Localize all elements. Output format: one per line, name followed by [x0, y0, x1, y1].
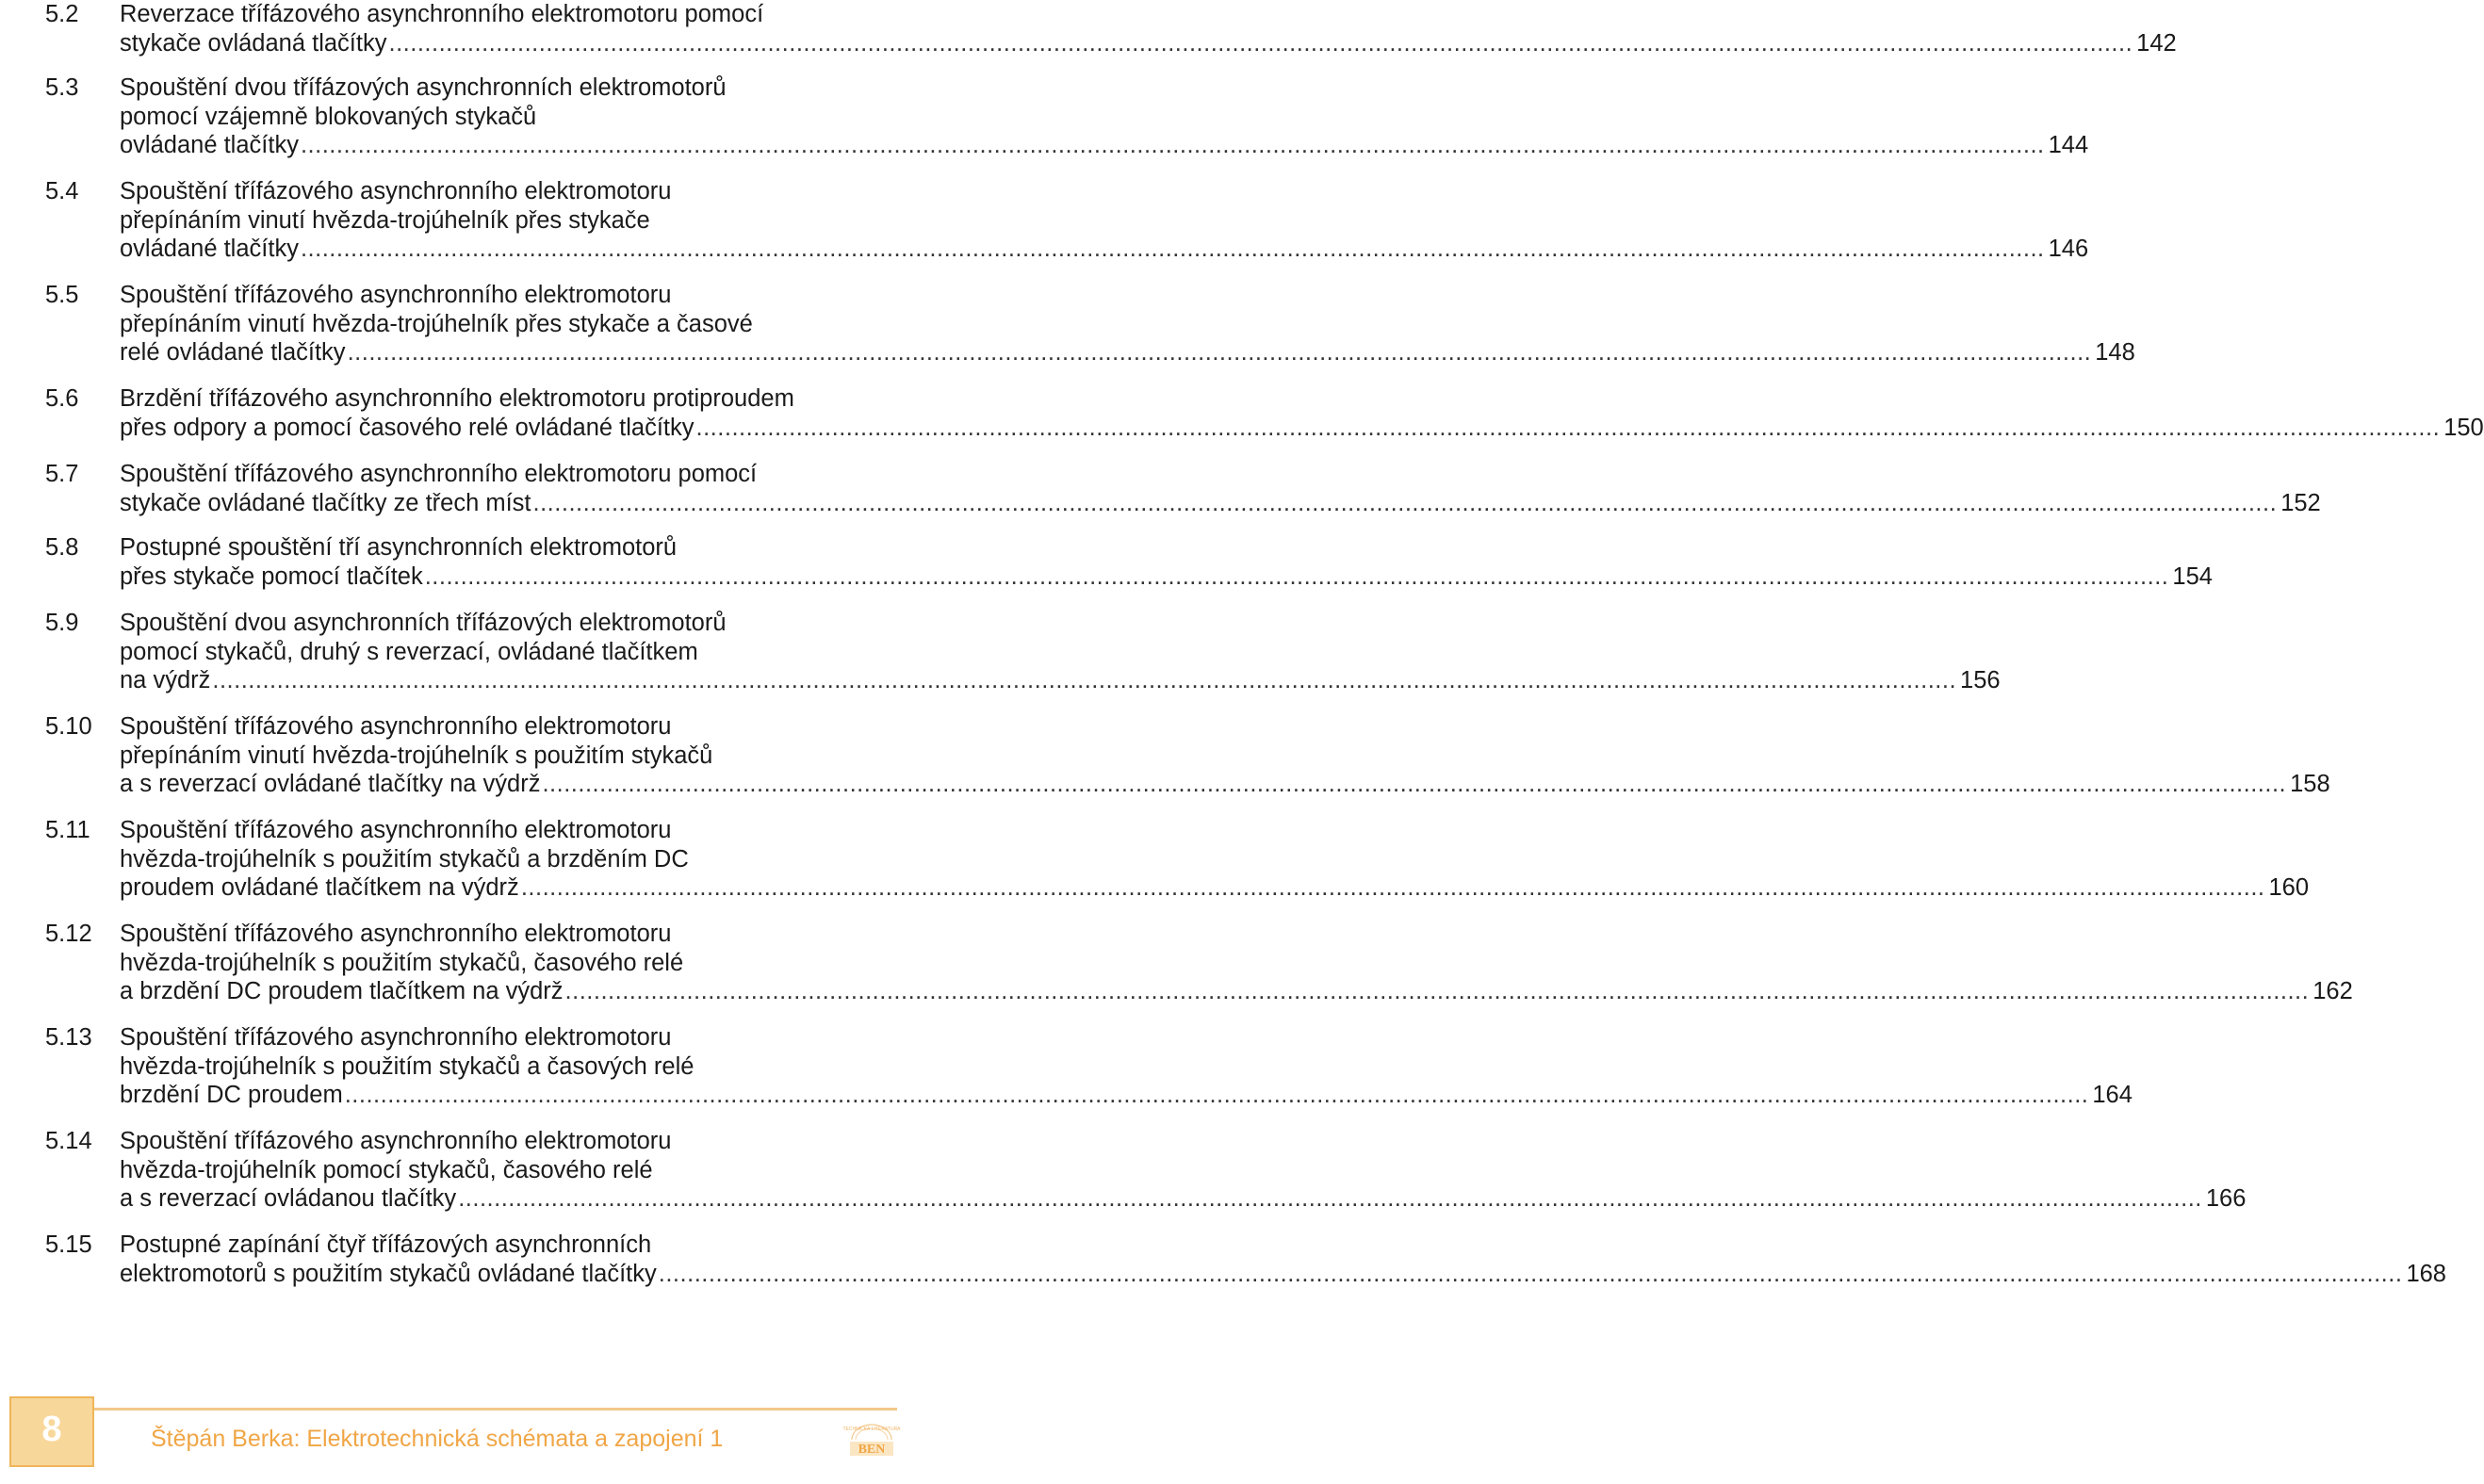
toc-entry-title-line: proudem ovládané tlačítkem na výdrž: [120, 874, 519, 901]
toc-entry-number: 5.14: [45, 1128, 92, 1154]
toc-entry-title-line: relé ovládané tlačítky: [120, 339, 346, 366]
toc-entry-title-line: Spouštění třífázového asynchronního elektromotoru: [120, 1128, 672, 1154]
toc-entry-page: 150: [2443, 414, 2484, 441]
toc-entry-number: 5.12: [45, 921, 92, 947]
toc-entry-number: 5.13: [45, 1024, 92, 1051]
toc-entry-page: 166: [2205, 1185, 2247, 1212]
dot-leader: [521, 873, 2265, 903]
toc-entry-number: 5.10: [45, 713, 92, 740]
dot-leader: [388, 29, 2133, 58]
toc-entry-last-line: [120, 1260, 2446, 1289]
toc-entry-title: [120, 712, 2330, 799]
logo-text: BEN: [858, 1443, 886, 1457]
toc-entry-title-line: přes stykače pomocí tlačítek: [120, 563, 423, 590]
toc-entry-number: 5.5: [45, 282, 79, 308]
toc-entry-title-line: hvězda-trojúhelník s použitím stykačů, časového relé: [120, 949, 684, 976]
toc-entry-title-line: přepínáním vinutí hvězda-trojúhelník přes stykače a časové: [120, 310, 753, 337]
page-number: 8: [41, 1410, 62, 1449]
toc-entry-number: 5.7: [45, 461, 79, 487]
page-number-box: [9, 1396, 94, 1467]
toc-entry-page: 152: [2280, 489, 2321, 516]
toc-entry-last-line: [120, 873, 2310, 903]
toc-entry-title-line: Spouštění třífázového asynchronního elektromotoru: [120, 178, 672, 204]
toc-entry-last-line: [120, 666, 2001, 695]
toc-entry-title-line: elektromotorů s použitím stykačů ovládané tlačítky: [120, 1260, 657, 1287]
toc-entry-title-line: pomocí vzájemně blokovaných stykačů: [120, 103, 537, 130]
toc-entry-last-line: [120, 1081, 2133, 1110]
toc-entry-title-line: Spouštění třífázového asynchronního elektromotoru: [120, 1024, 672, 1051]
dot-leader: [659, 1260, 2403, 1289]
dot-leader: [565, 977, 2310, 1006]
toc-entry-last-line: [120, 1184, 2247, 1214]
toc-entry-page: 146: [2048, 236, 2089, 262]
toc-entry-number: 5.6: [45, 385, 79, 412]
toc-entry-title-line: stykače ovládané tlačítky ze třech míst: [120, 489, 531, 516]
toc-entry-title-line: a s reverzací ovládanou tlačítky: [120, 1185, 457, 1212]
toc-entry-title-line: Postupné spouštění tří asynchronních elektromotorů: [120, 534, 678, 561]
toc-entry-number: 5.8: [45, 534, 79, 561]
footer-book-title: Štěpán Berka: Elektrotechnická schémata a zapojení 1: [151, 1426, 724, 1452]
dot-leader: [533, 489, 2278, 518]
toc-entry-title: [120, 609, 2001, 695]
toc-entry-title-line: přes odpory a pomocí časového relé ovládané tlačítky: [120, 414, 695, 441]
toc-entry-title: [120, 0, 2177, 57]
toc-entry-title: [120, 1231, 2446, 1288]
toc-entry-title-line: Spouštění třífázového asynchronního elektromotoru pomocí: [120, 461, 758, 487]
toc-entry-page: 160: [2268, 874, 2310, 901]
toc-entry-last-line: [120, 563, 2213, 592]
toc-entry-last-line: [120, 29, 2177, 58]
toc-entry-title-line: Spouštění třífázového asynchronního elektromotoru: [120, 921, 672, 947]
toc-entry-number: 5.15: [45, 1231, 92, 1258]
toc-entry-title-line: Postupné zapínání čtyř třífázových asynchronních: [120, 1231, 652, 1258]
toc-entry-page: 168: [2406, 1260, 2446, 1287]
logo-arc-text: TECHNICKÁ LITERATURA: [842, 1427, 901, 1432]
toc-entry-last-line: [120, 414, 2484, 443]
toc-entry-title-line: Spouštění třífázového asynchronního elektromotoru: [120, 817, 672, 843]
toc-entry-page: 142: [2136, 29, 2177, 57]
toc-entry-page: 148: [2095, 339, 2135, 366]
dot-leader: [348, 338, 2092, 367]
toc-entry-title: [120, 1127, 2247, 1214]
toc-entry-title-line: Reverzace třífázového asynchronního elektromotoru pomocí: [120, 1, 764, 27]
toc-entry-title-line: Spouštění dvou třífázových asynchronních elektromotorů: [120, 74, 727, 101]
toc-entry-title-line: přepínáním vinutí hvězda-trojúhelník přes stykače: [120, 206, 650, 234]
toc-entry-title-line: a brzdění DC proudem tlačítkem na výdrž: [120, 978, 564, 1004]
toc-entry-title-line: přepínáním vinutí hvězda-trojúhelník s použitím stykačů: [120, 742, 713, 769]
dot-leader: [345, 1081, 2089, 1110]
toc-entry-title: [120, 177, 2089, 264]
toc-entry-last-line: [120, 338, 2135, 367]
toc-entry-title: [120, 384, 2484, 442]
toc-entry-last-line: [120, 235, 2089, 264]
dot-leader: [212, 666, 1956, 695]
toc-entry-number: 5.3: [45, 74, 79, 101]
toc-entry-title: [120, 281, 2135, 367]
toc-entry-last-line: [120, 977, 2353, 1006]
toc-entry-title: [120, 73, 2089, 160]
toc-entry-title-line: na výdrž: [120, 667, 211, 693]
dot-leader: [696, 414, 2441, 443]
toc-entry-last-line: [120, 489, 2321, 518]
toc-entry-title-line: hvězda-trojúhelník pomocí stykačů, časového relé: [120, 1156, 653, 1183]
toc-entry-number: 5.2: [45, 1, 79, 27]
toc-entry-page: 158: [2290, 771, 2330, 797]
toc-entry-title-line: Spouštění třífázového asynchronního elektromotoru: [120, 282, 672, 308]
toc-entry-title-line: pomocí stykačů, druhý s reverzací, ovládané tlačítkem: [120, 638, 698, 665]
toc-entry-title-line: Spouštění dvou asynchronních třífázových elektromotorů: [120, 610, 727, 636]
toc-entry-title-line: brzdění DC proudem: [120, 1082, 343, 1108]
toc-entry-page: 164: [2092, 1082, 2133, 1108]
toc-entry-page: 154: [2172, 563, 2213, 590]
toc-entry-last-line: [120, 770, 2330, 799]
toc-entry-title-line: ovládané tlačítky: [120, 132, 299, 158]
toc-entry-number: 5.11: [45, 817, 90, 843]
toc-entry-title: [120, 816, 2310, 903]
toc-entry-number: 5.9: [45, 610, 79, 636]
toc-entry-title-line: Spouštění třífázového asynchronního elektromotoru: [120, 713, 672, 740]
toc-entry-title: [120, 460, 2321, 517]
toc-entry-title-line: ovládané tlačítky: [120, 236, 299, 262]
toc-entry-title: [120, 1023, 2133, 1110]
toc-entry-last-line: [120, 131, 2089, 160]
toc-entry-title-line: Brzdění třífázového asynchronního elektromotoru protiproudem: [120, 385, 794, 412]
dot-leader: [542, 770, 2286, 799]
toc-entry-page: 156: [1960, 667, 2001, 693]
dot-leader: [458, 1184, 2202, 1214]
toc-entry-title-line: hvězda-trojúhelník s použitím stykačů a brzděním DC: [120, 845, 689, 872]
dot-leader: [301, 235, 2045, 264]
dot-leader: [425, 563, 2169, 592]
dot-leader: [301, 131, 2045, 160]
toc-entry-page: 162: [2312, 978, 2353, 1004]
toc-entry-number: 5.4: [45, 178, 79, 204]
publisher-logo-icon: [842, 1421, 901, 1459]
toc-entry-title-line: a s reverzací ovládané tlačítky na výdrž: [120, 771, 541, 797]
footer-divider: [94, 1408, 897, 1411]
toc-entry-page: 144: [2048, 132, 2089, 158]
toc-entry-title: [120, 920, 2353, 1006]
toc-entry-title: [120, 533, 2213, 591]
toc-entry-title-line: hvězda-trojúhelník s použitím stykačů a časových relé: [120, 1052, 695, 1080]
toc-entry-title-line: stykače ovládaná tlačítky: [120, 29, 387, 57]
